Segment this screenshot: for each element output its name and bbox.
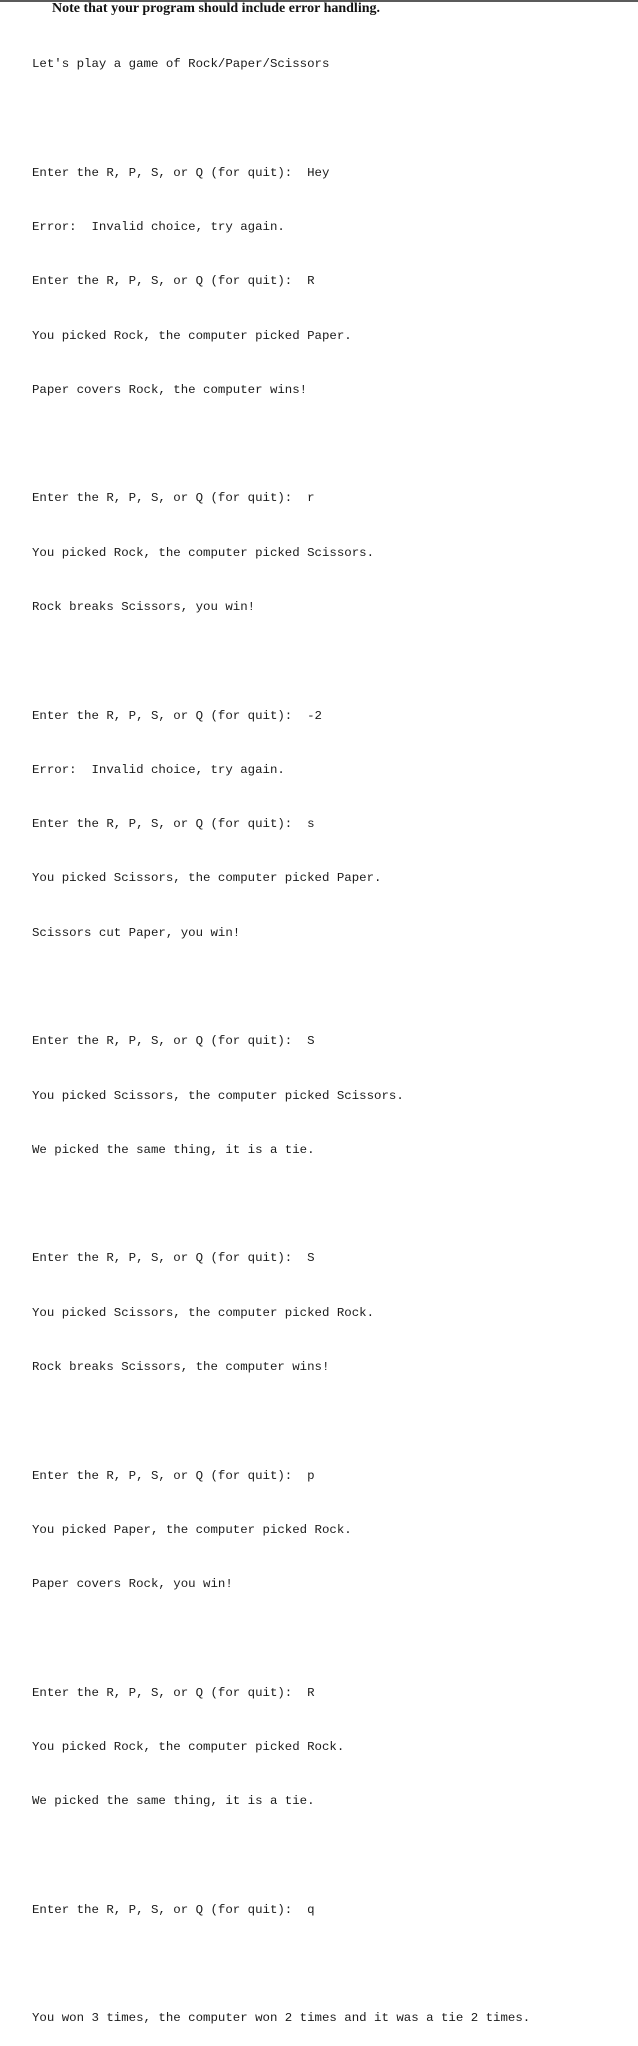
console-line: Enter the R, P, S, or Q (for quit): s (32, 817, 315, 832)
console-line (32, 435, 530, 453)
console-line: Error: Invalid choice, try again. (32, 762, 285, 777)
console-line: You picked Scissors, the computer picked Paper. (32, 871, 382, 886)
console-line: You picked Rock, the computer picked Rock. (32, 1739, 345, 1754)
instruction-note: Note that your program should include error handling. (52, 1, 381, 16)
console-line: You picked Rock, the computer picked Paper. (32, 328, 352, 343)
console-line: Enter the R, P, S, or Q (for quit): R (32, 1685, 315, 1700)
console-line: Enter the R, P, S, or Q (for quit): q (32, 1902, 315, 1917)
console-line: We picked the same thing, it is a tie. (32, 1794, 315, 1809)
console-line (32, 1955, 530, 1973)
console-line: Enter the R, P, S, or Q (for quit): S (32, 1034, 315, 1049)
console-line: Let's play a game of Rock/Paper/Scissors (32, 57, 330, 72)
console-line: Enter the R, P, S, or Q (for quit): -2 (32, 708, 322, 723)
console-output (32, 19, 530, 2046)
console-line: We picked the same thing, it is a tie. (32, 1142, 315, 1157)
console-line: You picked Scissors, the computer picked Scissors. (32, 1088, 404, 1103)
console-line: Rock breaks Scissors, the computer wins! (32, 1359, 330, 1374)
console-line (32, 1195, 530, 1213)
console-line: Paper covers Rock, you win! (32, 1577, 233, 1592)
console-line: Scissors cut Paper, you win! (32, 925, 241, 940)
console-line: You picked Scissors, the computer picked Rock. (32, 1305, 375, 1320)
console-line: You picked Rock, the computer picked Scissors. (32, 545, 375, 560)
console-line (32, 652, 530, 670)
console-line (32, 978, 530, 996)
console-line: Enter the R, P, S, or Q (for quit): p (32, 1468, 315, 1483)
console-line (32, 1412, 530, 1430)
console-line (32, 1846, 530, 1864)
console-line: You won 3 times, the computer won 2 times and it was a tie 2 times. (32, 2011, 531, 2026)
console-line (32, 109, 530, 127)
console-line: Enter the R, P, S, or Q (for quit): r (32, 491, 315, 506)
console-line: You picked Paper, the computer picked Rock. (32, 1522, 352, 1537)
console-line: Paper covers Rock, the computer wins! (32, 382, 308, 397)
console-line: Error: Invalid choice, try again. (32, 220, 285, 235)
console-line: Rock breaks Scissors, you win! (32, 600, 256, 614)
console-line (32, 1629, 530, 1647)
console-line: Enter the R, P, S, or Q (for quit): R (32, 274, 315, 289)
console-line: Enter the R, P, S, or Q (for quit): S (32, 1251, 315, 1266)
console-line: Enter the R, P, S, or Q (for quit): Hey (32, 165, 330, 180)
